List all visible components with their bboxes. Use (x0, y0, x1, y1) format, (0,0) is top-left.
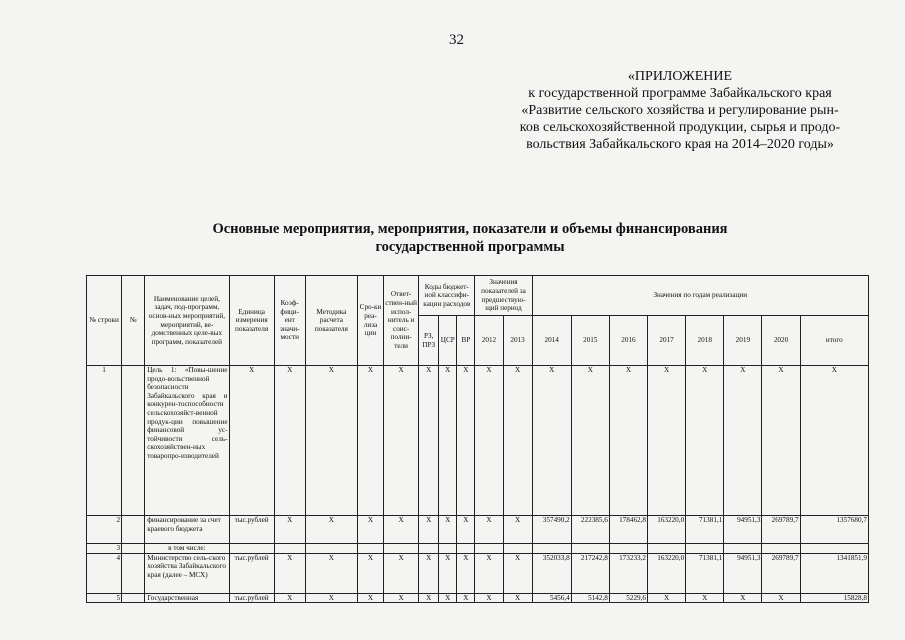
cell-number (122, 544, 145, 554)
cell-year-value: X (686, 593, 724, 603)
cell: X (475, 553, 503, 593)
cell: X (274, 553, 305, 593)
cell: X (419, 516, 439, 544)
header-budget-codes: Коды бюджет-ной классифи-кации расходов (419, 276, 475, 316)
program-table (86, 275, 869, 603)
cell-year-value: 71381,1 (686, 553, 724, 593)
header-years-values: Значения по годам реализации (532, 276, 868, 316)
cell-year-value: 269789,7 (762, 516, 800, 544)
cell-year-value: X (686, 366, 724, 516)
cell (439, 544, 457, 554)
cell-year-value: 173233,2 (609, 553, 647, 593)
cell-year-value: 163220,0 (648, 553, 686, 593)
header-year-2012: 2012 (475, 316, 503, 366)
cell-year-value: 5456,4 (532, 593, 571, 603)
table-row (87, 593, 869, 603)
cell-year-value: 94951,3 (724, 553, 762, 593)
table-row (87, 516, 869, 544)
cell-number (122, 516, 145, 544)
header-year-2019: 2019 (724, 316, 762, 366)
header-previous-values: Значения показателей за предшествую-щий период (475, 276, 532, 316)
table-header-row (87, 276, 869, 316)
cell-year-value: X (532, 366, 571, 516)
cell (503, 544, 532, 554)
header-responsible: Ответ-ствен-ный испол-нитель и соис-полни-тели (384, 276, 419, 366)
cell-unit: тыс.рублей (229, 593, 274, 603)
header-name: Наименование целей, задач, под-программ, основ-ных мероприятий, мероприятий, ве-домственных целе-вых программ, показателей (145, 276, 229, 366)
cell: X (305, 593, 357, 603)
cell: X (475, 516, 503, 544)
cell-row-number: 2 (87, 516, 122, 544)
cell-year-value: 178462,8 (609, 516, 647, 544)
cell: X (357, 516, 383, 544)
cell (305, 544, 357, 554)
cell-year-value: 357490,2 (532, 516, 571, 544)
title-line-2: государственной программы (375, 239, 565, 255)
cell: X (503, 553, 532, 593)
cell-year-value: 71381,1 (686, 516, 724, 544)
cell-name: финансирование за счет краевого бюджета (145, 516, 229, 544)
cell-number (122, 593, 145, 603)
table-row (87, 553, 869, 593)
cell: X (457, 366, 475, 516)
header-method: Методика расчета показателя (305, 276, 357, 366)
header-year-2017: 2017 (648, 316, 686, 366)
cell-name: Министерство сель-ского хозяйства Забайкальского края (далее – МСХ) (145, 553, 229, 593)
cell: X (357, 366, 383, 516)
cell-year-value: X (648, 366, 686, 516)
header-vr: ВР (457, 316, 475, 366)
cell-year-value: X (724, 366, 762, 516)
appendix-note (490, 68, 870, 153)
cell-unit: X (229, 366, 274, 516)
cell (457, 544, 475, 554)
header-number: № (122, 276, 145, 366)
header-year-2018: 2018 (686, 316, 724, 366)
title-line-1: Основные мероприятия, мероприятия, показатели и объемы финансирования (212, 221, 728, 237)
cell: X (384, 516, 419, 544)
header-year-2016: 2016 (609, 316, 647, 366)
cell: X (439, 516, 457, 544)
cell-year-value: 217242,8 (571, 553, 609, 593)
cell: X (305, 366, 357, 516)
cell (384, 544, 419, 554)
appendix-line: вольствия Забайкальского края на 2014–2020 годы» (526, 137, 834, 152)
cell-name: в том числе: (145, 544, 229, 554)
cell: X (457, 516, 475, 544)
cell-year-value: X (571, 366, 609, 516)
cell-year-value: X (609, 366, 647, 516)
cell (475, 544, 503, 554)
cell-total: 1341851,9 (800, 553, 868, 593)
cell-number (122, 553, 145, 593)
cell-year-value (724, 544, 762, 554)
cell: X (439, 366, 457, 516)
cell: X (475, 593, 503, 603)
table-row (87, 544, 869, 554)
cell-row-number: 4 (87, 553, 122, 593)
cell: X (439, 593, 457, 603)
cell-number (122, 366, 145, 516)
cell: X (503, 593, 532, 603)
cell-row-number: 5 (87, 593, 122, 603)
cell: X (384, 553, 419, 593)
header-unit: Единица измерения показателя (229, 276, 274, 366)
cell-unit: тыс.рублей (229, 516, 274, 544)
header-year-2014: 2014 (532, 316, 571, 366)
cell: X (384, 366, 419, 516)
header-row-number: № строки (87, 276, 122, 366)
cell: X (503, 516, 532, 544)
table-row (87, 366, 869, 516)
cell: X (274, 516, 305, 544)
cell-total: 1357680,7 (800, 516, 868, 544)
header-year-2020: 2020 (762, 316, 800, 366)
header-csr: ЦСР (439, 316, 457, 366)
cell: X (439, 553, 457, 593)
cell-year-value: 352033,8 (532, 553, 571, 593)
cell: X (419, 593, 439, 603)
cell-year-value: X (648, 593, 686, 603)
cell-year-value: 5142,8 (571, 593, 609, 603)
page-number: 32 (449, 32, 464, 48)
cell-name: Цель 1: «Повы-шение продо-вольственной безопасности Забайкальского края и конкурен-тоспособности сельскохозяйст-венной продук-ции повышение финансовой ус-тойчивости сель-скохозяйствен-ных товаропро-изводителей (145, 366, 229, 516)
cell-year-value (762, 544, 800, 554)
cell-year-value (648, 544, 686, 554)
cell-row-number: 1 (87, 366, 122, 516)
cell: X (419, 366, 439, 516)
cell (419, 544, 439, 554)
cell-year-value (686, 544, 724, 554)
header-year-2013: 2013 (503, 316, 532, 366)
cell-year-value (609, 544, 647, 554)
cell: X (419, 553, 439, 593)
header-year-2015: 2015 (571, 316, 609, 366)
appendix-line: ков сельскохозяйственной продукции, сырья и продо- (519, 120, 841, 135)
cell-total: 15828,8 (800, 593, 868, 603)
cell-name: Государственная (145, 593, 229, 603)
cell: X (384, 593, 419, 603)
cell-total: X (800, 366, 868, 516)
cell-year-value: 5229,6 (609, 593, 647, 603)
cell-total (800, 544, 868, 554)
cell-unit: тыс.рублей (229, 553, 274, 593)
cell-year-value (532, 544, 571, 554)
cell: X (457, 593, 475, 603)
cell: X (357, 553, 383, 593)
cell: X (305, 553, 357, 593)
header-rz-prz: РЗ, ПРЗ (419, 316, 439, 366)
cell-year-value: 269789,7 (762, 553, 800, 593)
cell (274, 544, 305, 554)
cell-year-value: 163220,0 (648, 516, 686, 544)
cell-year-value (571, 544, 609, 554)
appendix-line: «ПРИЛОЖЕНИЕ (627, 69, 733, 84)
document-title (150, 220, 790, 256)
cell: X (274, 593, 305, 603)
header-coefficient: Коэф-фици-ент значи-мости (274, 276, 305, 366)
appendix-line: к государственной программе Забайкальского края (528, 86, 832, 101)
appendix-line: «Развитие сельского хозяйства и регулирование рын- (521, 103, 839, 118)
header-total: итого (800, 316, 868, 366)
cell: X (274, 366, 305, 516)
cell-year-value: X (762, 593, 800, 603)
cell: X (503, 366, 532, 516)
cell (357, 544, 383, 554)
cell: X (457, 553, 475, 593)
cell-year-value: X (762, 366, 800, 516)
cell-year-value: X (724, 593, 762, 603)
cell-unit (229, 544, 274, 554)
cell-year-value: 94951,3 (724, 516, 762, 544)
cell-row-number: 3 (87, 544, 122, 554)
header-terms: Сро-ки реа-лиза ции (357, 276, 383, 366)
cell-year-value: 222385,6 (571, 516, 609, 544)
cell: X (475, 366, 503, 516)
cell: X (357, 593, 383, 603)
cell: X (305, 516, 357, 544)
